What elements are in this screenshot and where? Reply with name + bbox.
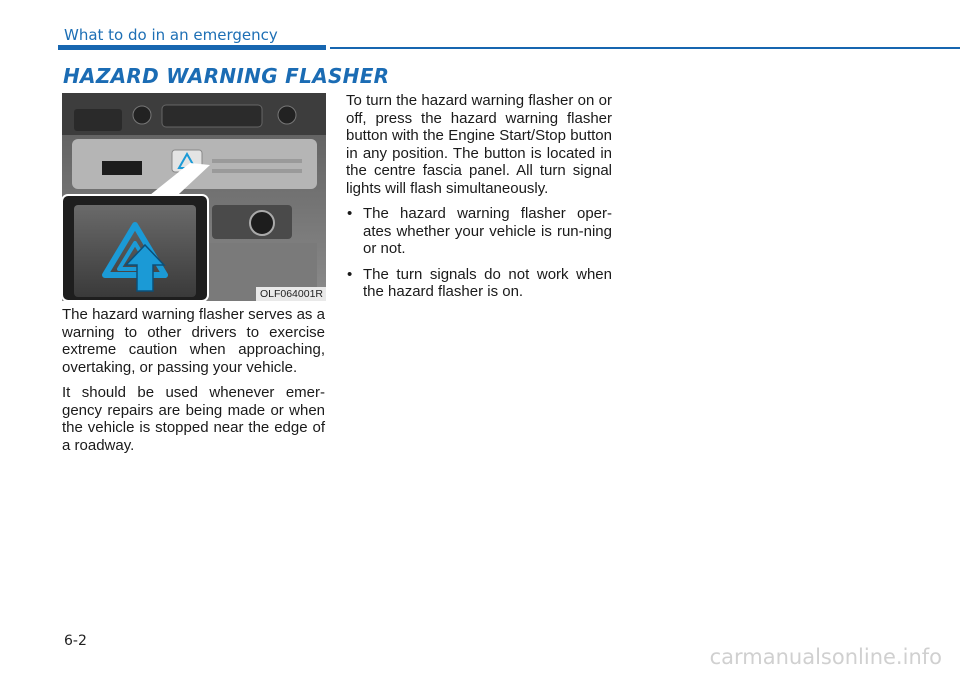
header-rule-thick — [58, 45, 326, 50]
dashboard-illustration — [62, 93, 326, 301]
header-rule-thin — [330, 47, 960, 49]
paragraph: It should be used whenever emer-gency repairs are being made or when the vehicle is stopped near the edge of a roadway. — [62, 384, 325, 454]
hazard-button-figure — [62, 93, 326, 301]
figure-code: OLF064001R — [256, 287, 326, 301]
section-label: What to do in an emergency — [64, 26, 278, 44]
left-column — [62, 306, 325, 462]
bullet-list — [346, 205, 612, 301]
bullet-icon: • — [347, 205, 353, 222]
page-title: HAZARD WARNING FLASHER — [63, 64, 390, 88]
list-item-text: The hazard warning flasher oper-ates whether your vehicle is run-ning or not. — [363, 205, 612, 257]
right-column — [346, 92, 612, 309]
list-item — [346, 205, 612, 258]
watermark: carmanualsonline.info — [709, 645, 942, 669]
list-item — [346, 266, 612, 301]
list-item-text: The turn signals do not work when the hazard flasher is on. — [363, 265, 612, 300]
page-number: 6-2 — [64, 633, 87, 649]
bullet-icon: • — [347, 265, 353, 283]
paragraph: To turn the hazard warning flasher on or off, press the hazard warning flasher button with the Engine Start/Stop button in any position. The button is located in the centre fascia panel. All turn signal lights will flash simultaneously. — [346, 92, 612, 197]
paragraph: The hazard warning flasher serves as a warning to other drivers to exercise extreme caution when approaching, overtaking, or passing your vehicle. — [62, 306, 325, 376]
